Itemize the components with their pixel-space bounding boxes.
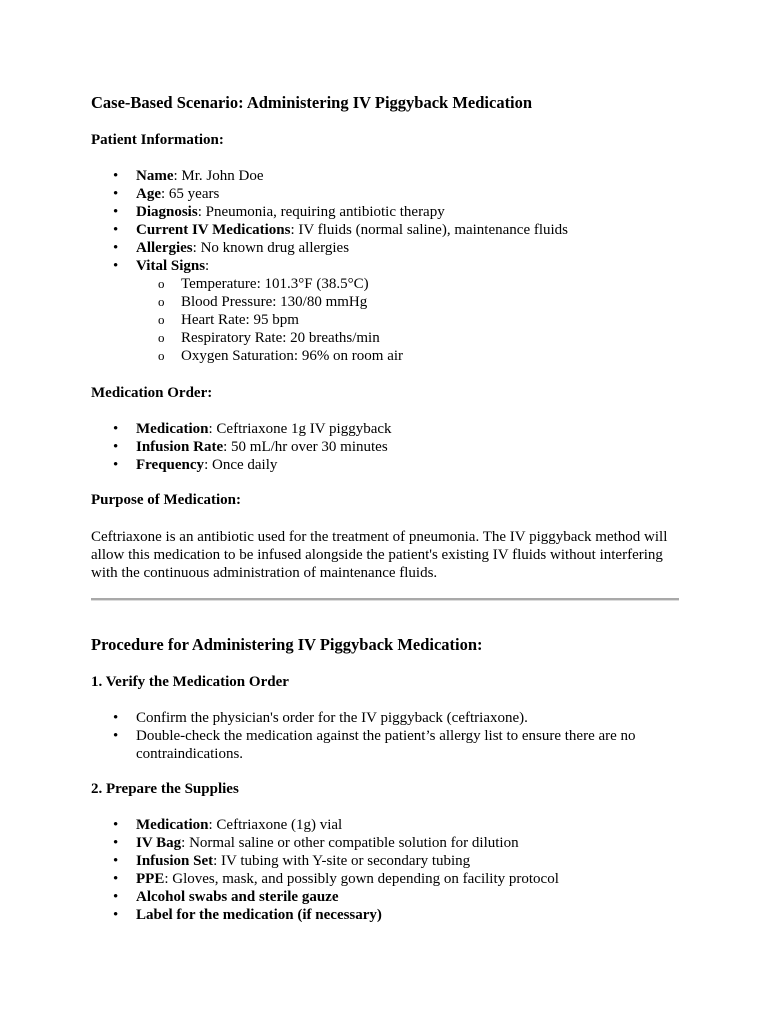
list-item: • Medication: Ceftriaxone (1g) vial (91, 816, 681, 834)
patient-info-list (91, 167, 681, 365)
item-value: Ceftriaxone (1g) vial (216, 817, 343, 833)
list-item: • Allergies: No known drug allergies (91, 239, 681, 257)
item-label: Frequency (136, 457, 205, 473)
medication-order-heading: Medication Order: (91, 385, 213, 401)
list-item: • Confirm the physician's order for the IV piggyback (ceftriaxone). (91, 709, 681, 727)
step1-list (91, 709, 681, 763)
item-label: Age (136, 186, 161, 202)
item-value: Ceftriaxone 1g IV piggyback (216, 421, 392, 437)
item-label: Name (136, 168, 174, 184)
item-value: Normal saline or other compatible solution for dilution (189, 835, 519, 851)
patient-info-heading: Patient Information: (91, 132, 224, 148)
item-value: IV tubing with Y-site or secondary tubing (221, 853, 471, 869)
item-label: Alcohol swabs and sterile gauze (136, 889, 339, 905)
step1-heading: 1. Verify the Medication Order (91, 674, 289, 690)
list-item: • Infusion Rate: 50 mL/hr over 30 minutes (91, 438, 681, 456)
item-value: IV fluids (normal saline), maintenance fluids (298, 222, 569, 238)
list-item (91, 906, 681, 924)
medication-order-list (91, 420, 681, 474)
vital-sign-item: o Blood Pressure: 130/80 mmHg (136, 293, 681, 311)
horizontal-divider (91, 598, 679, 601)
item-label: Label for the medication (if necessary) (136, 907, 382, 923)
purpose-paragraph: Ceftriaxone is an antibiotic used for the treatment of pneumonia. The IV piggyback method will allow this medication to be infused alongside the patient's existing IV fluids without interfering with the continuous administration of maintenance fluids. (91, 529, 668, 581)
item-value: 50 mL/hr over 30 minutes (231, 439, 388, 455)
item-value: Pneumonia, requiring antibiotic therapy (205, 204, 445, 220)
item-label: Medication (136, 421, 209, 437)
item-value: No known drug allergies (200, 240, 350, 256)
list-item: • Medication: Ceftriaxone 1g IV piggyback (91, 420, 681, 438)
vital-sign-item: o Oxygen Saturation: 96% on room air (136, 347, 681, 365)
item-label: Current IV Medications (136, 222, 291, 238)
list-item: • PPE: Gloves, mask, and possibly gown depending on facility protocol (91, 870, 681, 888)
procedure-title: Procedure for Administering IV Piggyback Medication: (91, 635, 483, 654)
vital-sign-item: o Temperature: 101.3°F (38.5°C) (136, 275, 681, 293)
list-item: • Frequency: Once daily (91, 456, 681, 474)
item-label: IV Bag (136, 835, 182, 851)
list-item: • Double-check the medication against the patient’s allergy list to ensure there are no contraindications. (91, 727, 681, 763)
item-label: Vital Signs (136, 258, 206, 274)
step2-heading: 2. Prepare the Supplies (91, 781, 239, 797)
list-item: • Infusion Set: IV tubing with Y-site or secondary tubing (91, 852, 681, 870)
item-label: Medication (136, 817, 209, 833)
list-item (91, 888, 681, 906)
item-label: PPE (136, 871, 165, 887)
list-item: • Diagnosis: Pneumonia, requiring antibiotic therapy (91, 203, 681, 221)
item-label: Infusion Rate (136, 439, 224, 455)
vital-sign-item: o Respiratory Rate: 20 breaths/min (136, 329, 681, 347)
list-item: • Name: Mr. John Doe (91, 167, 681, 185)
vital-sign-item: o Heart Rate: 95 bpm (136, 311, 681, 329)
item-label: Infusion Set (136, 853, 214, 869)
purpose-heading: Purpose of Medication: (91, 492, 241, 508)
vital-signs-list (136, 275, 681, 365)
item-value: Mr. John Doe (181, 168, 264, 184)
list-item: • Vital Signs: o Temperature: 101.3°F (38.5°C) o Blood Pressure: 130/80 mmHg o Heart Rate: 95 bpm o Respiratory Rate: 20 breaths/min o Oxygen Saturation: 96% on room air (91, 257, 681, 365)
step2-list (91, 816, 681, 924)
item-label: Diagnosis (136, 204, 198, 220)
document-title: Case-Based Scenario: Administering IV Piggyback Medication (91, 93, 533, 112)
list-item: • IV Bag: Normal saline or other compatible solution for dilution (91, 834, 681, 852)
item-value: Once daily (211, 457, 278, 473)
list-item: • Age: 65 years (91, 185, 681, 203)
list-item: • Current IV Medications: IV fluids (normal saline), maintenance fluids (91, 221, 681, 239)
item-label: Allergies (136, 240, 193, 256)
item-value: 65 years (168, 186, 220, 202)
item-value: Gloves, mask, and possibly gown depending on facility protocol (172, 871, 559, 887)
